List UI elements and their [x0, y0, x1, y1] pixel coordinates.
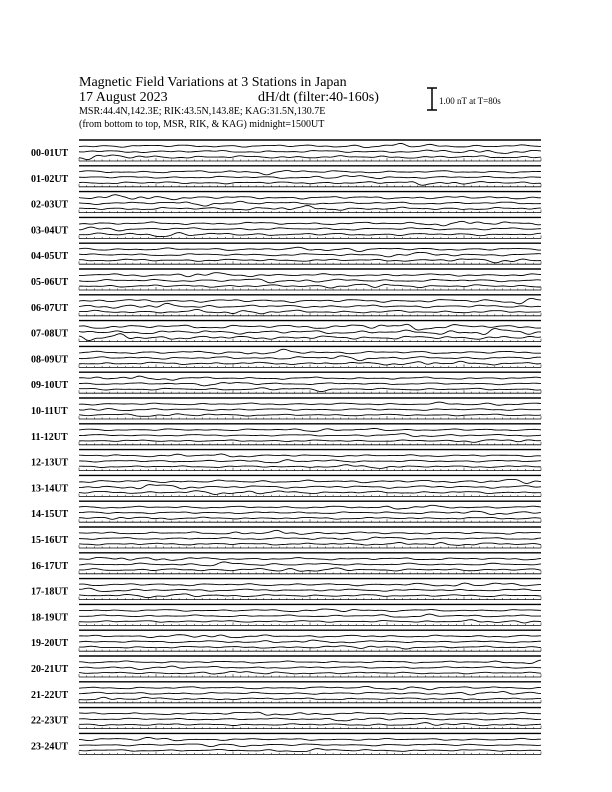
hour-row-09-10ut	[31, 372, 541, 393]
trace-kag	[79, 712, 541, 715]
hour-row-14-15ut	[31, 501, 541, 522]
trace-kag	[79, 686, 541, 689]
hour-row-13-14ut	[31, 475, 541, 496]
trace-msr	[79, 206, 541, 211]
hour-row-label: 21-22UT	[31, 689, 69, 701]
trace-kag	[79, 454, 541, 457]
hour-row-11-12ut	[31, 424, 541, 445]
trace-rik	[79, 303, 541, 308]
figure-quantity: dH/dt (filter:40-160s)	[258, 90, 379, 105]
hour-row-label: 09-10UT	[31, 380, 69, 392]
trace-rik	[79, 537, 541, 540]
trace-rik	[79, 434, 541, 437]
trace-rik	[79, 666, 541, 669]
hour-row-08-09ut	[31, 346, 541, 367]
trace-kag	[79, 402, 541, 405]
trace-rik	[79, 511, 541, 514]
trace-kag	[79, 195, 541, 200]
hour-row-15-16ut	[31, 527, 541, 548]
hour-row-label: 22-23UT	[31, 715, 69, 727]
trace-kag	[79, 273, 541, 277]
trace-msr	[79, 517, 541, 519]
trace-kag	[79, 557, 541, 560]
hour-row-04-05ut	[31, 243, 541, 264]
trace-rik	[79, 227, 541, 231]
hour-row-05-06ut	[31, 269, 541, 290]
trace-rik	[79, 640, 541, 643]
trace-kag	[79, 660, 541, 663]
hour-row-label: 18-19UT	[31, 612, 69, 624]
hour-row-label: 01-02UT	[31, 173, 69, 185]
hour-row-00-01ut	[31, 140, 541, 161]
trace-kag	[79, 298, 541, 303]
trace-kag	[79, 143, 541, 147]
trace-kag	[79, 505, 541, 509]
station-coordinates: MSR:44.4N,142.3E; RIK:43.5N,143.8E; KAG:31.5N,130.7E	[79, 106, 326, 117]
trace-rik	[79, 176, 541, 179]
figure-date: 17 August 2023	[79, 90, 168, 105]
scale-bar	[427, 88, 501, 110]
trace-msr	[79, 697, 541, 700]
hour-row-23-24ut	[31, 733, 541, 754]
trace-rik	[79, 614, 541, 617]
hour-row-label: 06-07UT	[31, 302, 69, 314]
hour-row-18-19ut	[31, 604, 541, 625]
trace-kag	[79, 635, 541, 638]
hour-row-22-23ut	[31, 708, 541, 729]
trace-rik	[79, 692, 541, 695]
trace-kag	[79, 530, 541, 534]
hour-row-label: 19-20UT	[31, 638, 69, 650]
hour-row-label: 23-24UT	[31, 741, 69, 753]
hour-row-label: 03-04UT	[31, 225, 69, 237]
hour-row-10-11ut	[31, 398, 541, 419]
station-order-note: (from bottom to top, MSR, RIK, & KAG) midnight=1500UT	[79, 119, 325, 130]
trace-kag	[79, 479, 541, 483]
hour-row-label: 05-06UT	[31, 277, 69, 288]
trace-rik	[79, 279, 541, 283]
hour-row-label: 00-01UT	[31, 148, 69, 159]
hour-row-label: 14-15UT	[31, 509, 69, 521]
hour-row-19-20ut	[31, 630, 541, 651]
trace-rik	[79, 718, 541, 721]
trace-kag	[79, 583, 541, 586]
trace-msr	[79, 568, 541, 571]
trace-msr	[79, 414, 541, 416]
trace-rik	[79, 562, 541, 566]
trace-rik	[79, 485, 541, 489]
hour-row-label: 07-08UT	[31, 328, 69, 340]
trace-rik	[79, 150, 541, 153]
trace-msr	[79, 671, 541, 674]
hour-row-06-07ut	[31, 295, 541, 316]
hour-row-label: 15-16UT	[31, 535, 69, 546]
trace-rik	[79, 409, 541, 411]
trace-msr	[79, 543, 541, 546]
trace-rik	[79, 383, 541, 386]
trace-rik	[79, 201, 541, 206]
trace-kag	[79, 324, 541, 330]
trace-rik	[79, 588, 541, 591]
trace-msr	[79, 749, 541, 752]
hour-row-label: 08-09UT	[31, 354, 69, 366]
hour-row-label: 20-21UT	[31, 664, 69, 675]
hourly-rows	[31, 140, 541, 754]
header	[79, 75, 379, 130]
trace-rik	[79, 356, 541, 361]
trace-kag	[79, 221, 541, 225]
trace-rik	[79, 460, 541, 463]
hour-row-label: 13-14UT	[31, 483, 69, 495]
hour-row-21-22ut	[31, 682, 541, 703]
trace-rik	[79, 252, 541, 256]
hour-row-label: 12-13UT	[31, 457, 69, 469]
hour-row-label: 16-17UT	[31, 560, 69, 572]
trace-kag	[79, 737, 541, 740]
hour-row-label: 10-11UT	[31, 406, 68, 417]
hour-row-17-18ut	[31, 579, 541, 600]
trace-kag	[79, 609, 541, 612]
trace-kag	[79, 247, 541, 251]
trace-kag	[79, 349, 541, 354]
hour-row-20-21ut	[31, 656, 541, 677]
hour-row-01-02ut	[31, 166, 541, 187]
trace-rik	[79, 744, 541, 747]
trace-kag	[79, 376, 541, 380]
scale-bar-label: 1.00 nT at T=80s	[439, 96, 501, 106]
figure-title: Magnetic Field Variations at 3 Stations in Japan	[79, 75, 347, 90]
trace-rik	[79, 329, 541, 335]
hour-row-03-04ut	[31, 217, 541, 238]
trace-kag	[79, 171, 541, 175]
hour-row-07-08ut	[31, 321, 541, 342]
hour-row-02-03ut	[31, 192, 541, 213]
hour-row-label: 02-03UT	[31, 199, 69, 211]
hour-row-16-17ut	[31, 553, 541, 574]
hour-row-label: 04-05UT	[31, 251, 69, 263]
hour-row-12-13ut	[31, 450, 541, 471]
hour-row-label: 17-18UT	[31, 586, 69, 598]
trace-kag	[79, 428, 541, 431]
trace-msr	[79, 723, 541, 726]
hour-row-label: 11-12UT	[31, 431, 68, 443]
